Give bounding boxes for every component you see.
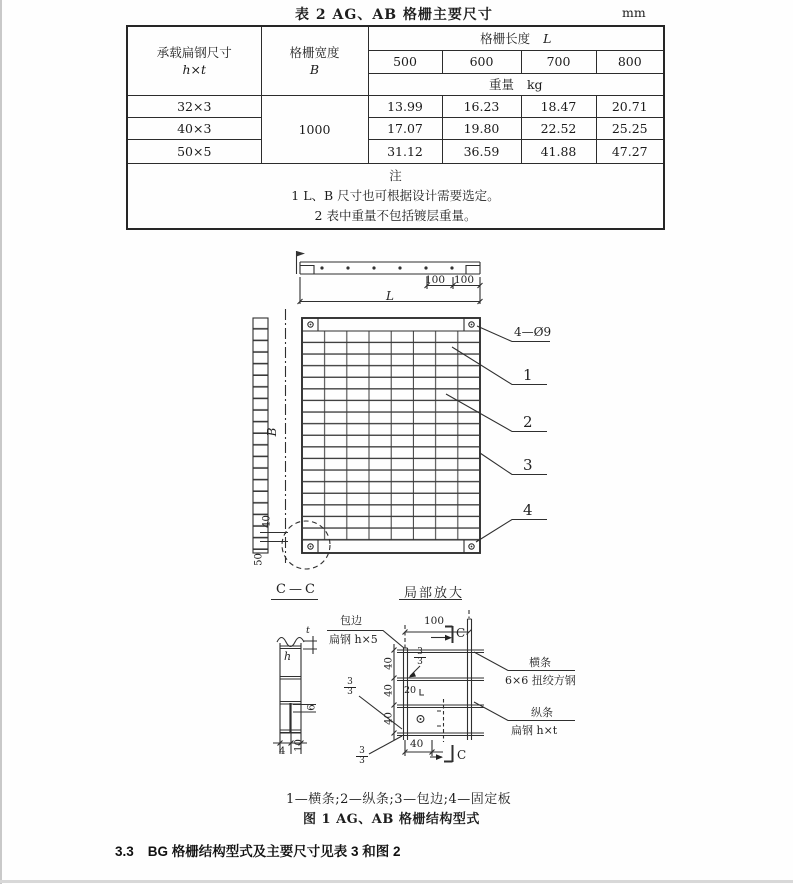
cell-size-50x5: 50×5 [127, 139, 261, 163]
section-mark-c-bottom: C [457, 748, 467, 762]
leader-number-2: 2 [523, 413, 533, 431]
detail-dim-40-b: 40 [383, 684, 395, 697]
weld-symbol [414, 648, 426, 667]
cell-weight: 20.71 [596, 95, 664, 117]
cc-dim-t: t [306, 625, 310, 636]
weld-size-top: 3 [344, 678, 356, 688]
notes-head: 注 [389, 167, 402, 183]
weld-symbol [356, 747, 368, 766]
top-dim-100-left: 100 [425, 274, 446, 286]
weld-size-bottom: 3 [347, 687, 353, 697]
length-500: 500 [368, 50, 442, 73]
leader-number-4: 4 [523, 501, 533, 519]
cc-dim-h: h [284, 650, 292, 663]
cell-weight: 16.23 [442, 95, 521, 117]
top-dim-100-right: 100 [454, 274, 475, 286]
note-2: 2 表中重量不包括镀层重量。 [314, 207, 477, 223]
length-800: 800 [596, 50, 664, 73]
cell-size-32x3: 32×3 [127, 95, 261, 117]
leader-number-1: 1 [523, 366, 533, 384]
detail-dim-20: 20 [404, 685, 417, 696]
bearingbar-label-line1: 纵条 [531, 706, 553, 719]
plan-dim-50: 50 [253, 553, 265, 566]
weld-size-bottom: 3 [359, 756, 365, 766]
detail-dim-100: 100 [424, 615, 445, 627]
detail-dim-40-bottom: 40 [410, 738, 424, 750]
edge-label-line1: 包边 [340, 614, 362, 627]
cell-width-1000: 1000 [261, 95, 368, 163]
plan-dim-width: B [265, 427, 279, 437]
table-title: 表 2 AG、AB 格栅主要尺寸 [295, 7, 493, 23]
crossbar-label-line1: 横条 [529, 656, 551, 669]
leader-number-3: 3 [523, 456, 533, 474]
header-weight-label: 重量 [488, 77, 514, 92]
section-cc-drawing [271, 600, 318, 755]
crossbar-label-line2: 6×6 扭绞方钢 [505, 674, 576, 687]
detail-title: 局部放大 [404, 586, 465, 601]
header-weight-unit: kg [526, 77, 543, 92]
bearingbar-label-line2: 扁钢 h×t [511, 724, 558, 737]
header-bar-size-label: 承载扁钢尺寸 [156, 44, 232, 60]
section-3-3 [115, 840, 415, 860]
cell-weight: 18.47 [521, 95, 596, 117]
weld-size-top: 3 [414, 648, 426, 658]
cc-dim-6: 6 [306, 704, 318, 711]
cell-weight: 22.52 [521, 117, 596, 139]
header-grating-length-label: 格栅长度 [480, 31, 531, 47]
detail-dim-40-c: 40 [383, 712, 395, 725]
length-600: 600 [442, 50, 521, 73]
header-bar-size-var: h×t [182, 61, 207, 77]
section-number: 3.3 [115, 844, 134, 859]
weld-symbol [344, 678, 356, 697]
section-mark-c-top: C [456, 626, 466, 640]
header-grating-length-var: L [543, 31, 552, 47]
length-700: 700 [521, 50, 596, 73]
cell-weight: 41.88 [521, 139, 596, 163]
header-grating-width-var: B [309, 61, 320, 77]
top-dim-length: L [386, 289, 394, 303]
cell-weight: 25.25 [596, 117, 664, 139]
figure-legend: 1—横条;2—纵条;3—包边;4—固定板 [286, 792, 512, 807]
cell-weight: 31.12 [368, 139, 442, 163]
cell-weight: 17.07 [368, 117, 442, 139]
cell-weight: 47.27 [596, 139, 664, 163]
section-text: BG 格栅结构型式及主要尺寸见表 3 和图 2 [147, 844, 401, 859]
header-grating-width-label: 格栅宽度 [289, 44, 340, 60]
weld-size-bottom: 3 [417, 657, 423, 667]
table-unit: mm [622, 5, 646, 20]
cc-dim-4: 4 [279, 746, 286, 757]
cell-weight: 19.80 [442, 117, 521, 139]
plan-dim-40: 40 [261, 515, 273, 528]
figure-title: 图 1 AG、AB 格栅结构型式 [303, 812, 480, 827]
weld-size-top: 3 [356, 747, 368, 757]
cell-size-40x3: 40×3 [127, 117, 261, 139]
cc-dim-10: 10 [293, 739, 305, 752]
cell-weight: 13.99 [368, 95, 442, 117]
cell-weight: 36.59 [442, 139, 521, 163]
section-cc-title: C—C [276, 582, 318, 597]
edge-label-line2: 扁钢 h×5 [329, 633, 378, 646]
detail-dim-40-a: 40 [383, 657, 395, 670]
note-1: 1 L、B 尺寸也可根据设计需要选定。 [291, 187, 500, 203]
holes-callout: 4—Ø9 [514, 325, 552, 339]
plan-view-drawing [253, 309, 550, 569]
